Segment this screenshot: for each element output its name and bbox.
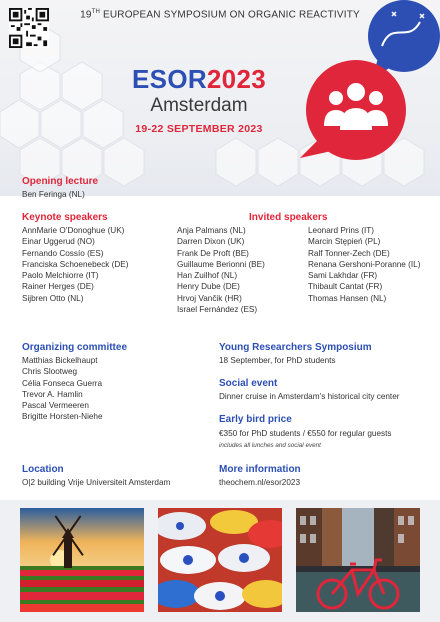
committee-member: Brigitte Horsten-Niehe [22,412,103,422]
keynote-speaker-list [22,225,128,304]
invited-heading: Invited speakers [249,212,328,223]
edition-suffix: TH [91,9,101,15]
keynote-speaker: Rainer Herges (DE) [22,282,94,292]
keynote-heading: Keynote speakers [22,212,108,223]
location-heading: Location [22,464,64,475]
invited-speaker: Frank De Proft (BE) [177,248,249,258]
early-bird-note: includes all lunches and social event [219,442,321,449]
invited-speaker: Anja Palmans (NL) [177,226,246,235]
symposium-name: EUROPEAN SYMPOSIUM ON ORGANIC REACTIVITY [100,9,360,21]
keynote-speaker: Sijbren Otto (NL) [22,293,84,303]
brand-esor: ESOR [132,64,207,94]
invited-speaker: Guillaume Berionni (BE) [177,259,265,269]
committee-member: Chris Slootweg [22,367,78,377]
wooden-clogs-photo [158,508,282,612]
invited-speaker: Thomas Hansen (NL) [308,293,387,303]
committee-member: Pascal Vermeeren [22,401,89,410]
invited-speaker: Leonard Prins (IT) [308,226,374,235]
invited-speaker: Sami Lakhdar (FR) [308,271,378,280]
location-text: O|2 building Vrije Universiteit Amsterdam [22,478,171,487]
invited-speaker-list-col2 [308,225,420,304]
keynote-speaker: Einar Uggerud (NO) [22,237,95,247]
invited-speaker: Ralf Tonner-Zech (DE) [308,248,390,258]
committee-member: Trevor A. Hamlin [22,389,83,399]
invited-speaker: Henry Dube (DE) [177,282,240,292]
organizing-committee-heading: Organizing committee [22,342,128,353]
edition-number: 19 [80,9,92,21]
invited-speaker: Israel Fernández (ES) [177,304,258,314]
keynote-speaker: Franciska Schoenebeck (DE) [22,259,129,269]
canal-bicycle-photo [296,508,420,612]
early-bird-price: €350 for PhD students / €550 for regular guests [219,429,392,438]
brand-wordmark [104,64,294,95]
social-event-heading: Social event [219,378,278,389]
organizing-committee-list [22,355,103,423]
conference-logo [296,0,440,160]
young-researchers-text: 18 September, for PhD students [219,356,336,365]
city-name: Amsterdam [150,95,248,116]
invited-speaker: Darren Dixon (UK) [177,237,245,247]
young-researchers-heading: Young Researchers Symposium [219,342,372,353]
committee-member: Célia Fonseca Guerra [22,378,103,388]
social-event-text: Dinner cruise in Amsterdam’s historical city center [219,392,400,401]
invited-speaker: Thibault Cantat (FR) [308,282,383,292]
keynote-speaker: Fernando Cossío (ES) [22,248,104,258]
committee-member: Matthias Bickelhaupt [22,356,98,365]
keynote-speaker: Paolo Melchiorre (IT) [22,271,99,280]
invited-speaker: Han Zuilhof (NL) [177,271,238,280]
brand-year: 2023 [206,64,266,94]
event-dates: 19-22 SEPTEMBER 2023 [135,123,263,135]
more-info-heading: More information [219,464,301,475]
keynote-speaker: AnnMarie O’Donoghue (UK) [22,226,125,235]
invited-speaker: Hrvoj Vančik (HR) [177,293,242,303]
invited-speaker: Marcin Stępień (PL) [308,237,381,247]
invited-speaker: Renana Gershoni-Poranne (IL) [308,259,421,269]
early-bird-heading: Early bird price [219,414,292,425]
opening-lecture-heading: Opening lecture [22,176,99,187]
qr-code[interactable] [9,8,49,48]
invited-speaker-list-col1 [177,225,265,315]
windmill-tulips-photo [20,508,144,612]
more-info-link[interactable]: theochem.nl/esor2023 [219,478,301,487]
opening-lecture-speaker: Ben Feringa (NL) [22,190,85,199]
